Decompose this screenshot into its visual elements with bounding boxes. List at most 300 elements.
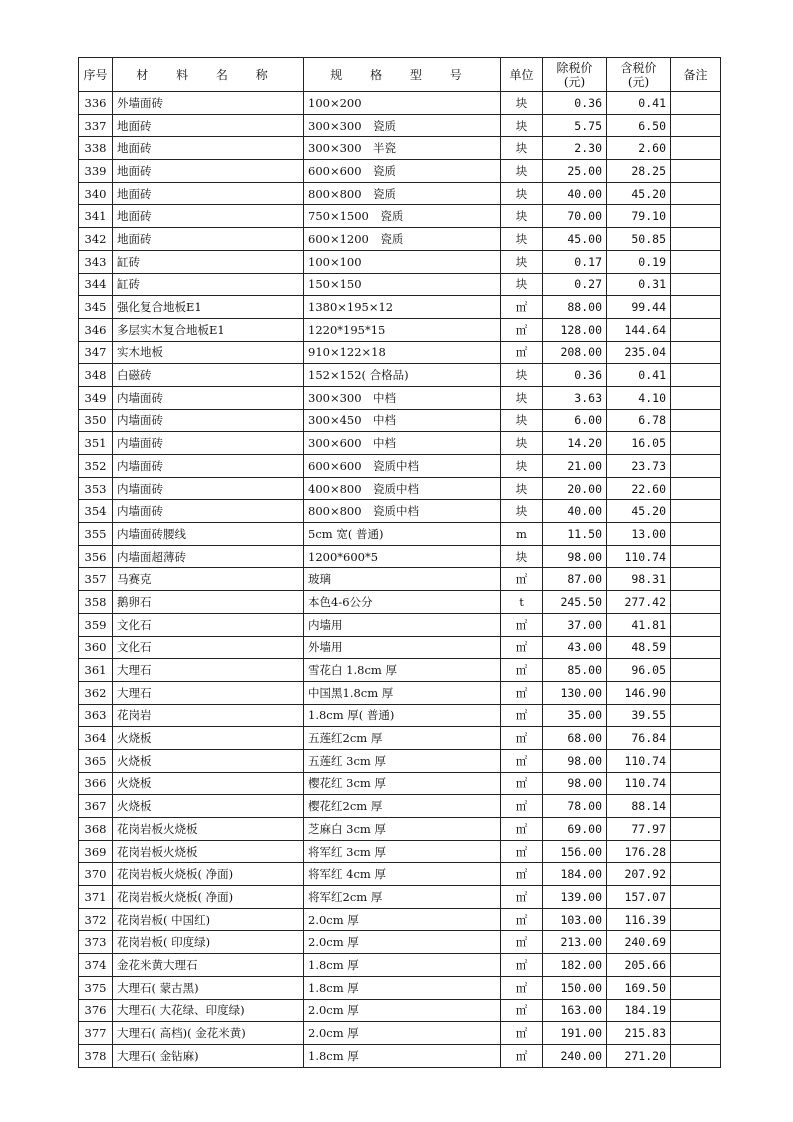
cell-name: 内墙面砖 — [113, 386, 304, 409]
cell-unit: 块 — [501, 250, 543, 273]
cell-unit: ㎡ — [501, 659, 543, 682]
cell-price-inc-tax: 16.05 — [607, 432, 671, 455]
table-row — [79, 545, 721, 568]
cell-name: 缸砖 — [113, 250, 304, 273]
cell-name: 内墙面砖 — [113, 500, 304, 523]
cell-name: 大理石( 高档)( 金花米黄) — [113, 1022, 304, 1045]
cell-name: 花岗岩板火烧板 — [113, 840, 304, 863]
table-row — [79, 432, 721, 455]
cell-name: 实木地板 — [113, 341, 304, 364]
cell-price-ex-tax: 103.00 — [543, 908, 607, 931]
cell-remark — [671, 795, 721, 818]
cell-unit: ㎡ — [501, 1044, 543, 1067]
cell-spec: 2.0cm 厚 — [304, 1022, 501, 1045]
cell-unit: ㎡ — [501, 976, 543, 999]
cell-spec: 将军红 3cm 厚 — [304, 840, 501, 863]
table-row — [79, 500, 721, 523]
cell-spec: 152×152( 合格品) — [304, 364, 501, 387]
cell-remark — [671, 137, 721, 160]
cell-price-ex-tax: 98.00 — [543, 772, 607, 795]
cell-price-inc-tax: 0.41 — [607, 92, 671, 115]
cell-spec: 400×800 瓷质中档 — [304, 477, 501, 500]
cell-name: 内墙面砖 — [113, 432, 304, 455]
cell-price-ex-tax: 2.30 — [543, 137, 607, 160]
header-unit: 单位 — [501, 58, 543, 92]
cell-spec: 300×300 中档 — [304, 386, 501, 409]
cell-name: 大理石( 蒙古黑) — [113, 976, 304, 999]
cell-unit: 块 — [501, 137, 543, 160]
table-row — [79, 749, 721, 772]
cell-name: 火烧板 — [113, 749, 304, 772]
cell-price-ex-tax: 35.00 — [543, 704, 607, 727]
table-row — [79, 205, 721, 228]
cell-price-ex-tax: 130.00 — [543, 681, 607, 704]
cell-price-ex-tax: 139.00 — [543, 886, 607, 909]
cell-price-ex-tax: 156.00 — [543, 840, 607, 863]
cell-price-ex-tax: 37.00 — [543, 613, 607, 636]
cell-name: 文化石 — [113, 613, 304, 636]
cell-name: 火烧板 — [113, 795, 304, 818]
cell-unit: ㎡ — [501, 296, 543, 319]
cell-name: 文化石 — [113, 636, 304, 659]
table-row — [79, 681, 721, 704]
cell-unit: ㎡ — [501, 341, 543, 364]
cell-no: 370 — [79, 863, 113, 886]
cell-remark — [671, 205, 721, 228]
cell-spec: 300×300 瓷质 — [304, 114, 501, 137]
table-row — [79, 727, 721, 750]
header-name — [113, 58, 304, 92]
cell-price-inc-tax: 45.20 — [607, 182, 671, 205]
cell-unit: ㎡ — [501, 840, 543, 863]
cell-price-ex-tax: 88.00 — [543, 296, 607, 319]
cell-no: 343 — [79, 250, 113, 273]
cell-no: 367 — [79, 795, 113, 818]
table-row — [79, 409, 721, 432]
cell-price-inc-tax: 76.84 — [607, 727, 671, 750]
header-price-ex-tax-line1: 除税价 — [556, 60, 593, 75]
cell-unit: ㎡ — [501, 931, 543, 954]
table-row — [79, 477, 721, 500]
cell-price-inc-tax: 39.55 — [607, 704, 671, 727]
cell-unit: ㎡ — [501, 727, 543, 750]
cell-price-ex-tax: 68.00 — [543, 727, 607, 750]
cell-name: 火烧板 — [113, 727, 304, 750]
header-name-label: 材 料 名 称 — [136, 67, 280, 82]
cell-price-inc-tax: 277.42 — [607, 591, 671, 614]
cell-no: 378 — [79, 1044, 113, 1067]
cell-no: 376 — [79, 999, 113, 1022]
cell-name: 内墙面砖 — [113, 409, 304, 432]
cell-spec: 2.0cm 厚 — [304, 931, 501, 954]
cell-remark — [671, 727, 721, 750]
cell-unit: ㎡ — [501, 954, 543, 977]
header-price-inc-tax — [607, 58, 671, 92]
cell-spec: 樱花红2cm 厚 — [304, 795, 501, 818]
cell-name: 内墙面砖腰线 — [113, 523, 304, 546]
cell-price-inc-tax: 77.97 — [607, 818, 671, 841]
cell-no: 373 — [79, 931, 113, 954]
cell-spec: 300×300 半瓷 — [304, 137, 501, 160]
cell-unit: 块 — [501, 386, 543, 409]
cell-no: 365 — [79, 749, 113, 772]
cell-no: 357 — [79, 568, 113, 591]
cell-price-ex-tax: 191.00 — [543, 1022, 607, 1045]
table-row — [79, 523, 721, 546]
cell-name: 花岗岩板火烧板( 净面) — [113, 863, 304, 886]
cell-name: 地面砖 — [113, 205, 304, 228]
cell-no: 350 — [79, 409, 113, 432]
cell-spec: 100×100 — [304, 250, 501, 273]
cell-unit: 块 — [501, 228, 543, 251]
table-row — [79, 386, 721, 409]
cell-price-inc-tax: 110.74 — [607, 772, 671, 795]
table-row — [79, 273, 721, 296]
cell-no: 360 — [79, 636, 113, 659]
cell-price-inc-tax: 271.20 — [607, 1044, 671, 1067]
cell-remark — [671, 931, 721, 954]
table-row — [79, 954, 721, 977]
cell-remark — [671, 250, 721, 273]
cell-price-ex-tax: 43.00 — [543, 636, 607, 659]
cell-unit: ㎡ — [501, 636, 543, 659]
cell-remark — [671, 659, 721, 682]
table-row — [79, 137, 721, 160]
cell-unit: 块 — [501, 364, 543, 387]
cell-name: 大理石( 金钻麻) — [113, 1044, 304, 1067]
cell-unit: 块 — [501, 273, 543, 296]
table-row — [79, 840, 721, 863]
cell-remark — [671, 772, 721, 795]
table-row — [79, 908, 721, 931]
cell-spec: 玻璃 — [304, 568, 501, 591]
cell-no: 336 — [79, 92, 113, 115]
cell-price-inc-tax: 176.28 — [607, 840, 671, 863]
cell-no: 356 — [79, 545, 113, 568]
table-header — [79, 58, 721, 92]
cell-price-ex-tax: 245.50 — [543, 591, 607, 614]
table-row — [79, 92, 721, 115]
cell-price-inc-tax: 215.83 — [607, 1022, 671, 1045]
cell-unit: ㎡ — [501, 886, 543, 909]
header-no: 序号 — [79, 58, 113, 92]
cell-price-ex-tax: 0.36 — [543, 364, 607, 387]
table-row — [79, 182, 721, 205]
table-row — [79, 772, 721, 795]
cell-price-inc-tax: 240.69 — [607, 931, 671, 954]
cell-price-ex-tax: 182.00 — [543, 954, 607, 977]
cell-remark — [671, 114, 721, 137]
cell-price-inc-tax: 41.81 — [607, 613, 671, 636]
cell-remark — [671, 273, 721, 296]
cell-unit: 块 — [501, 160, 543, 183]
cell-price-inc-tax: 88.14 — [607, 795, 671, 818]
table-row — [79, 250, 721, 273]
cell-remark — [671, 523, 721, 546]
cell-no: 361 — [79, 659, 113, 682]
table-row — [79, 659, 721, 682]
table-row — [79, 455, 721, 478]
cell-remark — [671, 976, 721, 999]
cell-unit: ㎡ — [501, 999, 543, 1022]
table-row — [79, 999, 721, 1022]
cell-spec: 内墙用 — [304, 613, 501, 636]
cell-price-ex-tax: 85.00 — [543, 659, 607, 682]
cell-no: 364 — [79, 727, 113, 750]
cell-price-inc-tax: 146.90 — [607, 681, 671, 704]
cell-unit: t — [501, 591, 543, 614]
cell-spec: 2.0cm 厚 — [304, 908, 501, 931]
cell-remark — [671, 500, 721, 523]
cell-remark — [671, 749, 721, 772]
cell-price-ex-tax: 240.00 — [543, 1044, 607, 1067]
cell-price-inc-tax: 110.74 — [607, 749, 671, 772]
cell-price-inc-tax: 48.59 — [607, 636, 671, 659]
cell-price-inc-tax: 207.92 — [607, 863, 671, 886]
cell-no: 366 — [79, 772, 113, 795]
cell-spec: 外墙用 — [304, 636, 501, 659]
cell-price-inc-tax: 144.64 — [607, 318, 671, 341]
cell-price-ex-tax: 128.00 — [543, 318, 607, 341]
cell-spec: 五莲红2cm 厚 — [304, 727, 501, 750]
cell-spec: 100×200 — [304, 92, 501, 115]
cell-price-ex-tax: 78.00 — [543, 795, 607, 818]
cell-spec: 1220*195*15 — [304, 318, 501, 341]
header-spec-label: 规 格 型 号 — [330, 67, 474, 82]
cell-price-ex-tax: 6.00 — [543, 409, 607, 432]
cell-spec: 1200*600*5 — [304, 545, 501, 568]
cell-spec: 910×122×18 — [304, 341, 501, 364]
table-row — [79, 318, 721, 341]
cell-spec: 1.8cm 厚 — [304, 1044, 501, 1067]
cell-spec: 1380×195×12 — [304, 296, 501, 319]
cell-no: 339 — [79, 160, 113, 183]
cell-spec: 中国黑1.8cm 厚 — [304, 681, 501, 704]
cell-price-inc-tax: 157.07 — [607, 886, 671, 909]
cell-remark — [671, 228, 721, 251]
table-row — [79, 931, 721, 954]
cell-price-inc-tax: 116.39 — [607, 908, 671, 931]
cell-spec: 1.8cm 厚 — [304, 954, 501, 977]
cell-remark — [671, 92, 721, 115]
cell-price-ex-tax: 0.17 — [543, 250, 607, 273]
cell-price-inc-tax: 96.05 — [607, 659, 671, 682]
cell-remark — [671, 818, 721, 841]
table-row — [79, 976, 721, 999]
cell-price-ex-tax: 25.00 — [543, 160, 607, 183]
cell-spec: 1.8cm 厚( 普通) — [304, 704, 501, 727]
cell-spec: 将军红 4cm 厚 — [304, 863, 501, 886]
header-remark: 备注 — [671, 58, 721, 92]
cell-name: 强化复合地板E1 — [113, 296, 304, 319]
cell-unit: ㎡ — [501, 568, 543, 591]
table-row — [79, 818, 721, 841]
table-row — [79, 886, 721, 909]
cell-price-ex-tax: 14.20 — [543, 432, 607, 455]
cell-price-ex-tax: 40.00 — [543, 500, 607, 523]
cell-no: 374 — [79, 954, 113, 977]
cell-no: 371 — [79, 886, 113, 909]
cell-price-inc-tax: 235.04 — [607, 341, 671, 364]
cell-spec: 300×450 中档 — [304, 409, 501, 432]
cell-price-ex-tax: 213.00 — [543, 931, 607, 954]
cell-name: 金花米黄大理石 — [113, 954, 304, 977]
header-price-inc-tax-line2: (元) — [627, 74, 650, 89]
table-row — [79, 341, 721, 364]
cell-spec: 750×1500 瓷质 — [304, 205, 501, 228]
cell-remark — [671, 840, 721, 863]
cell-unit: ㎡ — [501, 772, 543, 795]
table-row — [79, 613, 721, 636]
cell-spec: 600×1200 瓷质 — [304, 228, 501, 251]
table-row — [79, 863, 721, 886]
cell-unit: 块 — [501, 455, 543, 478]
cell-price-ex-tax: 5.75 — [543, 114, 607, 137]
cell-spec: 1.8cm 厚 — [304, 976, 501, 999]
cell-name: 地面砖 — [113, 182, 304, 205]
cell-no: 349 — [79, 386, 113, 409]
table-body — [79, 92, 721, 1068]
cell-unit: ㎡ — [501, 1022, 543, 1045]
cell-price-ex-tax: 45.00 — [543, 228, 607, 251]
cell-no: 358 — [79, 591, 113, 614]
cell-name: 多层实木复合地板E1 — [113, 318, 304, 341]
cell-name: 地面砖 — [113, 228, 304, 251]
cell-price-inc-tax: 0.19 — [607, 250, 671, 273]
cell-no: 375 — [79, 976, 113, 999]
cell-no: 352 — [79, 455, 113, 478]
cell-price-inc-tax: 13.00 — [607, 523, 671, 546]
cell-spec: 2.0cm 厚 — [304, 999, 501, 1022]
cell-unit: 块 — [501, 114, 543, 137]
cell-no: 351 — [79, 432, 113, 455]
header-spec — [304, 58, 501, 92]
cell-remark — [671, 886, 721, 909]
table-row — [79, 1044, 721, 1067]
cell-price-inc-tax: 205.66 — [607, 954, 671, 977]
cell-spec: 800×800 瓷质中档 — [304, 500, 501, 523]
cell-price-ex-tax: 184.00 — [543, 863, 607, 886]
cell-unit: ㎡ — [501, 863, 543, 886]
cell-unit: ㎡ — [501, 795, 543, 818]
header-price-ex-tax — [543, 58, 607, 92]
cell-remark — [671, 704, 721, 727]
cell-spec: 樱花红 3cm 厚 — [304, 772, 501, 795]
cell-name: 花岗岩板( 中国红) — [113, 908, 304, 931]
table-row — [79, 704, 721, 727]
table-row — [79, 364, 721, 387]
cell-no: 341 — [79, 205, 113, 228]
cell-price-ex-tax: 0.36 — [543, 92, 607, 115]
cell-price-inc-tax: 184.19 — [607, 999, 671, 1022]
cell-remark — [671, 432, 721, 455]
table-row — [79, 160, 721, 183]
cell-price-inc-tax: 50.85 — [607, 228, 671, 251]
cell-spec: 150×150 — [304, 273, 501, 296]
cell-remark — [671, 1022, 721, 1045]
cell-remark — [671, 613, 721, 636]
cell-remark — [671, 318, 721, 341]
cell-remark — [671, 908, 721, 931]
cell-spec: 800×800 瓷质 — [304, 182, 501, 205]
price-table — [78, 57, 721, 1068]
cell-no: 354 — [79, 500, 113, 523]
cell-price-ex-tax: 0.27 — [543, 273, 607, 296]
table-row — [79, 1022, 721, 1045]
cell-no: 342 — [79, 228, 113, 251]
header-price-inc-tax-line1: 含税价 — [620, 60, 657, 75]
cell-no: 369 — [79, 840, 113, 863]
cell-price-inc-tax: 0.31 — [607, 273, 671, 296]
cell-no: 348 — [79, 364, 113, 387]
cell-price-inc-tax: 99.44 — [607, 296, 671, 319]
cell-price-ex-tax: 87.00 — [543, 568, 607, 591]
cell-name: 缸砖 — [113, 273, 304, 296]
cell-spec: 600×600 瓷质 — [304, 160, 501, 183]
cell-name: 内墙面砖 — [113, 455, 304, 478]
cell-remark — [671, 296, 721, 319]
cell-no: 368 — [79, 818, 113, 841]
table-row — [79, 591, 721, 614]
cell-name: 花岗岩板火烧板 — [113, 818, 304, 841]
cell-no: 344 — [79, 273, 113, 296]
cell-unit: ㎡ — [501, 749, 543, 772]
cell-remark — [671, 409, 721, 432]
cell-spec: 将军红2cm 厚 — [304, 886, 501, 909]
cell-unit: 块 — [501, 477, 543, 500]
cell-spec: 本色4-6公分 — [304, 591, 501, 614]
cell-name: 白磁砖 — [113, 364, 304, 387]
cell-no: 347 — [79, 341, 113, 364]
cell-remark — [671, 681, 721, 704]
cell-unit: ㎡ — [501, 704, 543, 727]
cell-price-ex-tax: 163.00 — [543, 999, 607, 1022]
cell-price-ex-tax: 20.00 — [543, 477, 607, 500]
cell-price-ex-tax: 69.00 — [543, 818, 607, 841]
cell-unit: ㎡ — [501, 908, 543, 931]
cell-name: 花岗岩 — [113, 704, 304, 727]
cell-unit: m — [501, 523, 543, 546]
table-row — [79, 296, 721, 319]
cell-name: 花岗岩板火烧板( 净面) — [113, 886, 304, 909]
cell-price-inc-tax: 110.74 — [607, 545, 671, 568]
cell-remark — [671, 386, 721, 409]
cell-price-inc-tax: 4.10 — [607, 386, 671, 409]
cell-spec: 300×600 中档 — [304, 432, 501, 455]
cell-price-ex-tax: 150.00 — [543, 976, 607, 999]
cell-name: 大理石 — [113, 659, 304, 682]
cell-name: 内墙面超薄砖 — [113, 545, 304, 568]
table-row — [79, 228, 721, 251]
cell-remark — [671, 160, 721, 183]
cell-unit: ㎡ — [501, 318, 543, 341]
cell-price-inc-tax: 2.60 — [607, 137, 671, 160]
cell-no: 372 — [79, 908, 113, 931]
cell-remark — [671, 999, 721, 1022]
cell-unit: 块 — [501, 432, 543, 455]
cell-remark — [671, 477, 721, 500]
cell-price-inc-tax: 45.20 — [607, 500, 671, 523]
cell-remark — [671, 545, 721, 568]
cell-price-ex-tax: 11.50 — [543, 523, 607, 546]
cell-unit: ㎡ — [501, 818, 543, 841]
cell-name: 地面砖 — [113, 114, 304, 137]
table-row — [79, 636, 721, 659]
cell-no: 362 — [79, 681, 113, 704]
cell-price-inc-tax: 79.10 — [607, 205, 671, 228]
cell-name: 内墙面砖 — [113, 477, 304, 500]
cell-no: 353 — [79, 477, 113, 500]
